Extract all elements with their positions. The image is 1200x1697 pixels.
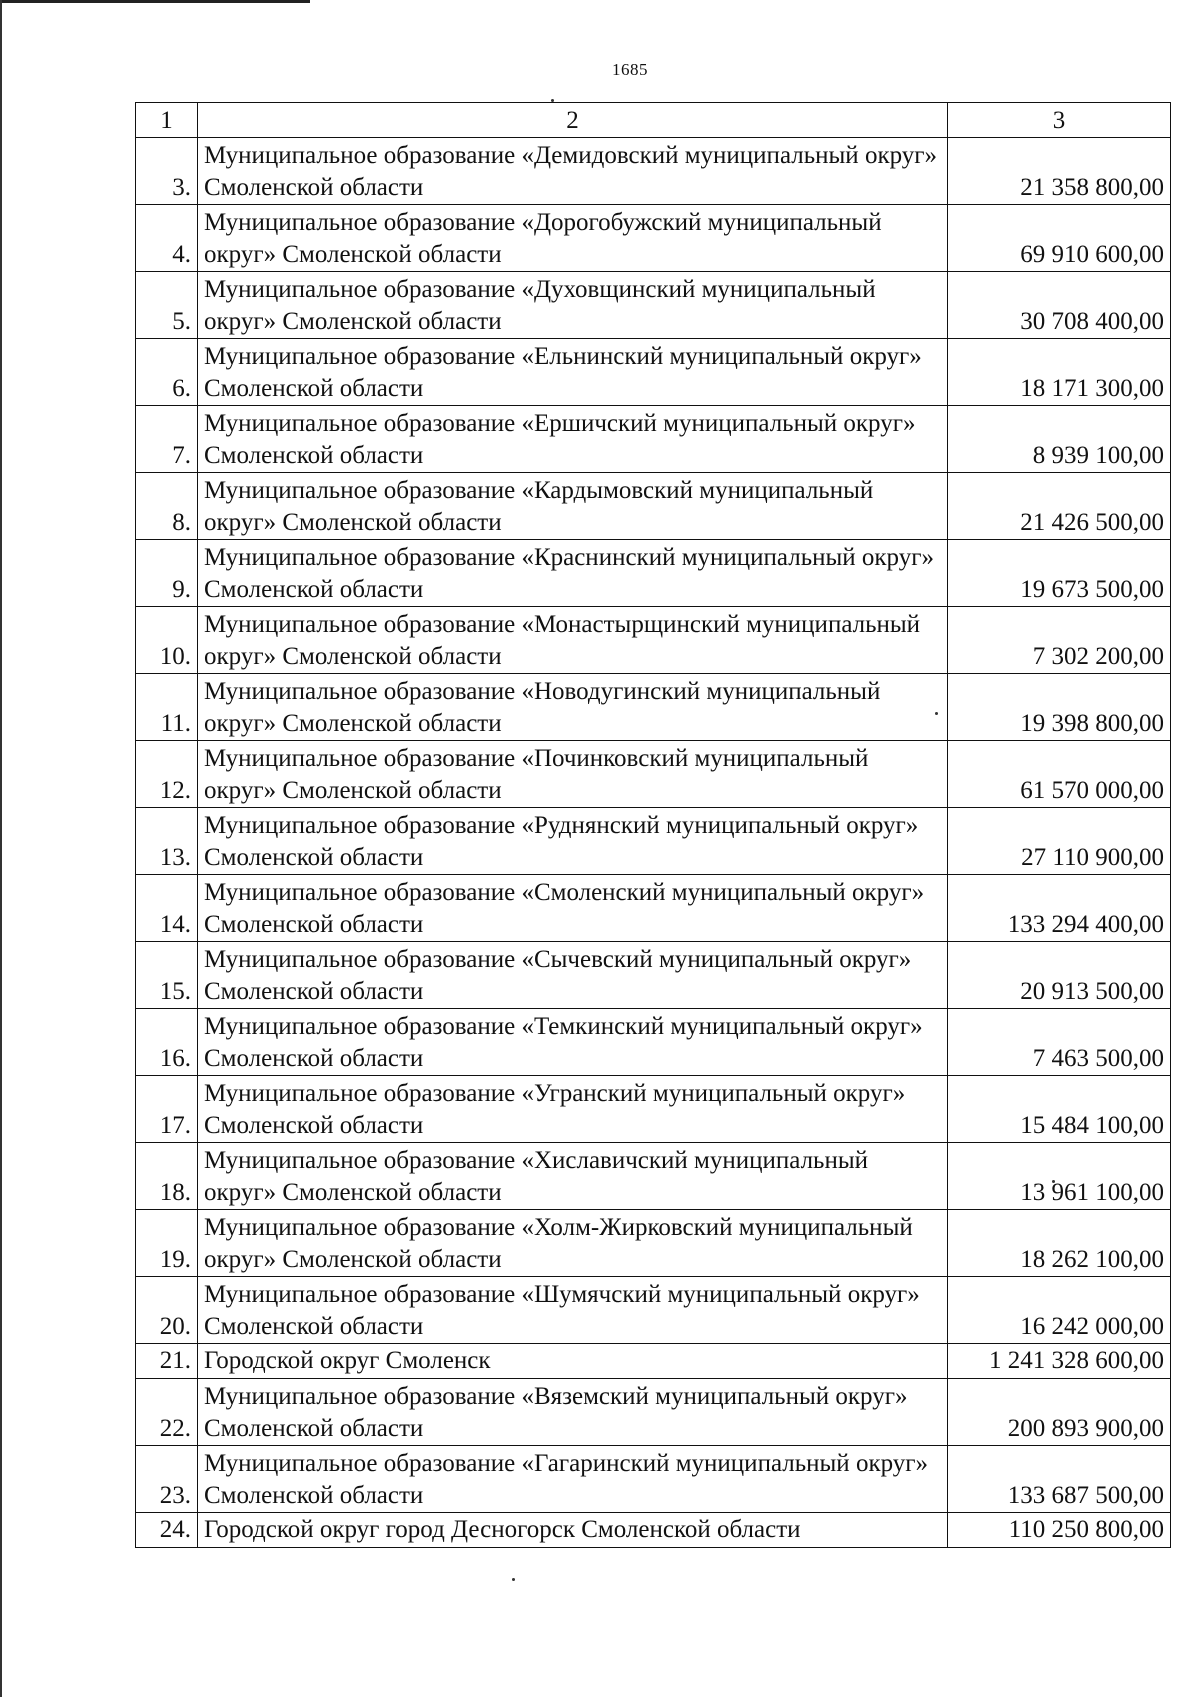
table-row xyxy=(136,1446,1171,1513)
allocation-amount: 8 939 100,00 xyxy=(948,406,1171,473)
allocation-amount: 69 910 600,00 xyxy=(948,205,1171,272)
table-row xyxy=(136,1379,1171,1446)
municipality-name: Муниципальное образование «Вяземский муниципальный округ» Смоленской области xyxy=(198,1379,948,1446)
table-row xyxy=(136,1513,1171,1548)
municipality-name: Муниципальное образование «Ельнинский муниципальный округ» Смоленской области xyxy=(198,339,948,406)
allocation-amount: 21 358 800,00 xyxy=(948,138,1171,205)
table-row xyxy=(136,540,1171,607)
municipality-name: Муниципальное образование «Шумячский муниципальный округ» Смоленской области xyxy=(198,1277,948,1344)
allocation-amount: 1 241 328 600,00 xyxy=(948,1344,1171,1379)
row-number: 15. xyxy=(136,942,198,1009)
row-number: 10. xyxy=(136,607,198,674)
allocation-amount: 19 398 800,00 xyxy=(948,674,1171,741)
municipality-name: Муниципальное образование «Темкинский муниципальный округ» Смоленской области xyxy=(198,1009,948,1076)
allocation-amount: 18 171 300,00 xyxy=(948,339,1171,406)
table-row xyxy=(136,1143,1171,1210)
allocation-amount: 133 294 400,00 xyxy=(948,875,1171,942)
row-number: 20. xyxy=(136,1277,198,1344)
allocation-table xyxy=(135,102,1171,1548)
municipality-name: Муниципальное образование «Новодугинский муниципальный округ» Смоленской области xyxy=(198,674,948,741)
row-number: 17. xyxy=(136,1076,198,1143)
table-row xyxy=(136,138,1171,205)
table-row xyxy=(136,808,1171,875)
allocation-amount: 15 484 100,00 xyxy=(948,1076,1171,1143)
table-row xyxy=(136,473,1171,540)
page-number: 1685 xyxy=(612,60,648,79)
table-row xyxy=(136,1277,1171,1344)
row-number: 24. xyxy=(136,1513,198,1548)
allocation-amount: 13 961 100,00 xyxy=(948,1143,1171,1210)
allocation-amount: 20 913 500,00 xyxy=(948,942,1171,1009)
row-number: 21. xyxy=(136,1344,198,1379)
row-number: 18. xyxy=(136,1143,198,1210)
row-number: 11. xyxy=(136,674,198,741)
row-number: 16. xyxy=(136,1009,198,1076)
row-number: 7. xyxy=(136,406,198,473)
municipality-name: Муниципальное образование «Смоленский муниципальный округ» Смоленской области xyxy=(198,875,948,942)
allocation-amount: 19 673 500,00 xyxy=(948,540,1171,607)
municipality-name: Городской округ город Десногорск Смоленской области xyxy=(198,1513,948,1548)
allocation-amount: 16 242 000,00 xyxy=(948,1277,1171,1344)
municipality-name: Муниципальное образование «Кардымовский муниципальный округ» Смоленской области xyxy=(198,473,948,540)
page-edge-left xyxy=(0,0,2,1697)
row-number: 13. xyxy=(136,808,198,875)
municipality-name: Муниципальное образование «Сычевский муниципальный округ» Смоленской области xyxy=(198,942,948,1009)
municipality-name: Городской округ Смоленск xyxy=(198,1344,948,1379)
header-cell-number: 1 xyxy=(136,103,198,138)
row-number: 12. xyxy=(136,741,198,808)
municipality-name: Муниципальное образование «Руднянский муниципальный округ» Смоленской области xyxy=(198,808,948,875)
table-row xyxy=(136,1210,1171,1277)
row-number: 4. xyxy=(136,205,198,272)
allocation-amount: 7 463 500,00 xyxy=(948,1009,1171,1076)
row-number: 9. xyxy=(136,540,198,607)
allocation-amount: 7 302 200,00 xyxy=(948,607,1171,674)
scan-speck xyxy=(512,1578,515,1581)
municipality-name: Муниципальное образование «Духовщинский муниципальный округ» Смоленской области xyxy=(198,272,948,339)
row-number: 5. xyxy=(136,272,198,339)
table-row xyxy=(136,942,1171,1009)
allocation-amount: 27 110 900,00 xyxy=(948,808,1171,875)
municipality-name: Муниципальное образование «Починковский муниципальный округ» Смоленской области xyxy=(198,741,948,808)
row-number: 6. xyxy=(136,339,198,406)
table-row xyxy=(136,1076,1171,1143)
municipality-name: Муниципальное образование «Гагаринский муниципальный округ» Смоленской области xyxy=(198,1446,948,1513)
table-row xyxy=(136,406,1171,473)
row-number: 22. xyxy=(136,1379,198,1446)
table-body xyxy=(136,138,1171,1548)
table-row xyxy=(136,1344,1171,1379)
row-number: 3. xyxy=(136,138,198,205)
municipality-name: Муниципальное образование «Ершичский муниципальный округ» Смоленской области xyxy=(198,406,948,473)
page-edge-top xyxy=(0,0,310,3)
table-row xyxy=(136,339,1171,406)
municipality-name: Муниципальное образование «Хиславичский муниципальный округ» Смоленской области xyxy=(198,1143,948,1210)
table-row xyxy=(136,272,1171,339)
municipality-name: Муниципальное образование «Монастырщинский муниципальный округ» Смоленской области xyxy=(198,607,948,674)
municipality-name: Муниципальное образование «Угранский муниципальный округ» Смоленской области xyxy=(198,1076,948,1143)
allocation-amount: 61 570 000,00 xyxy=(948,741,1171,808)
table-row xyxy=(136,875,1171,942)
municipality-name: Муниципальное образование «Демидовский муниципальный округ» Смоленской области xyxy=(198,138,948,205)
allocation-amount: 133 687 500,00 xyxy=(948,1446,1171,1513)
municipality-name: Муниципальное образование «Краснинский муниципальный округ» Смоленской области xyxy=(198,540,948,607)
table-row xyxy=(136,205,1171,272)
table-header-row xyxy=(136,103,1171,138)
row-number: 8. xyxy=(136,473,198,540)
allocation-amount: 200 893 900,00 xyxy=(948,1379,1171,1446)
table-row xyxy=(136,1009,1171,1076)
header-cell-sum: 3 xyxy=(948,103,1171,138)
table-row xyxy=(136,607,1171,674)
table-row xyxy=(136,741,1171,808)
row-number: 19. xyxy=(136,1210,198,1277)
row-number: 14. xyxy=(136,875,198,942)
header-cell-name: 2 xyxy=(198,103,948,138)
allocation-amount: 18 262 100,00 xyxy=(948,1210,1171,1277)
allocation-amount: 30 708 400,00 xyxy=(948,272,1171,339)
allocation-amount: 110 250 800,00 xyxy=(948,1513,1171,1548)
allocation-amount: 21 426 500,00 xyxy=(948,473,1171,540)
municipality-name: Муниципальное образование «Холм-Жирковский муниципальный округ» Смоленской области xyxy=(198,1210,948,1277)
table-row xyxy=(136,674,1171,741)
municipality-name: Муниципальное образование «Дорогобужский муниципальный округ» Смоленской области xyxy=(198,205,948,272)
row-number: 23. xyxy=(136,1446,198,1513)
